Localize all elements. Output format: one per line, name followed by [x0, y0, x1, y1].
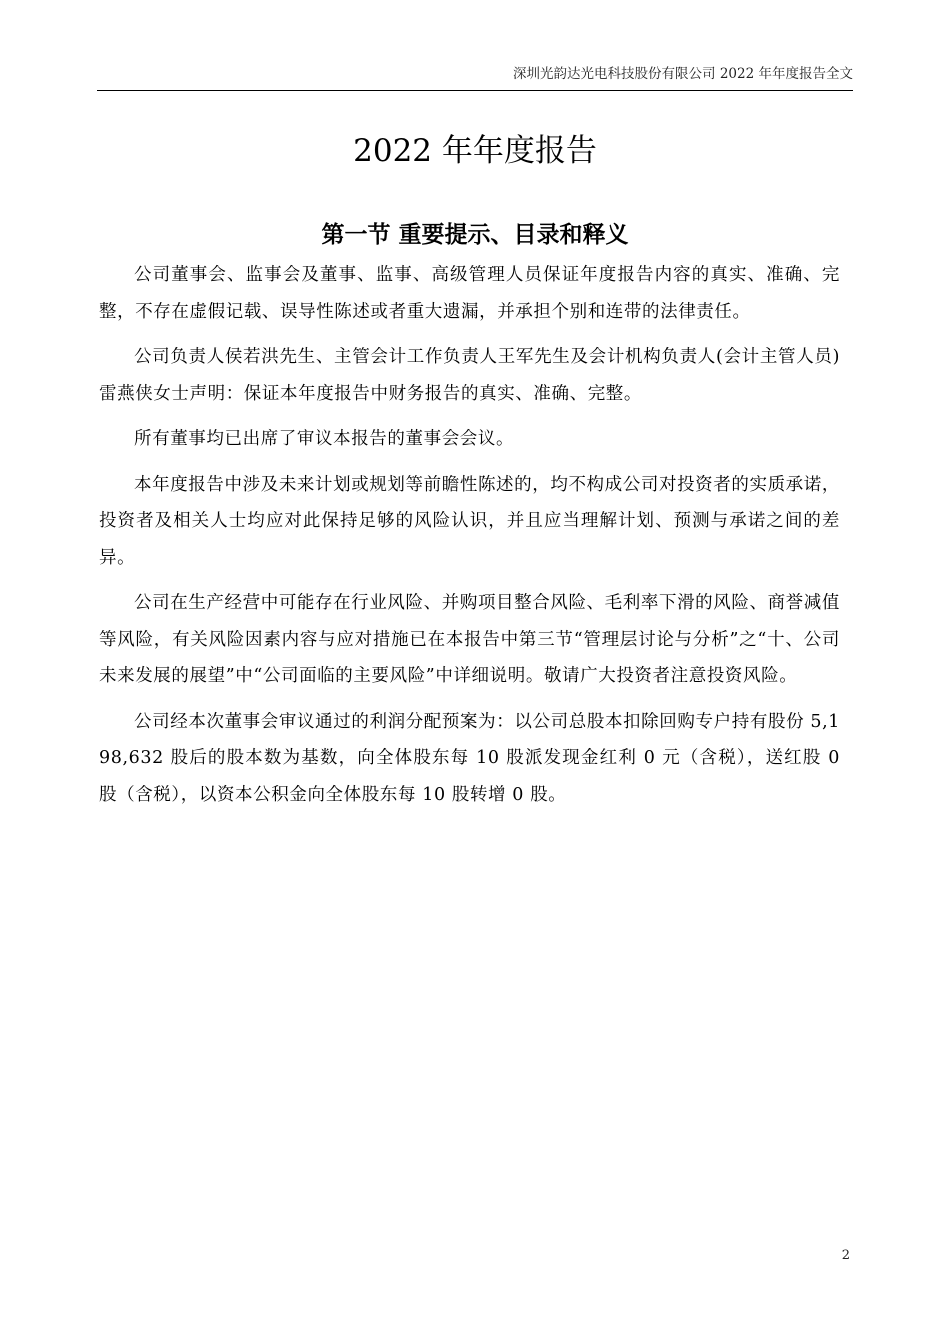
document-body — [99, 257, 840, 822]
paragraph-board-attendance: 所有董事均已出席了审议本报告的董事会会议。 — [134, 429, 515, 449]
document-title: 2022 年年度报告 — [353, 132, 597, 169]
paragraph-profit-distribution: 公司经本次董事会审议通过的利润分配预案为：以公司总股本扣除回购专户持有股份 5,198,632 股后的股本数为基数，向全体股东每 10 股派发现金红利 0 元（含税），送红股 0 股（含税），以资本公积金向全体股东每 10 股转增 0 股。 — [99, 711, 840, 805]
page-number: 2 — [841, 1248, 850, 1263]
page-header — [97, 64, 853, 91]
paragraph-responsibility-statement: 公司董事会、监事会及董事、监事、高级管理人员保证年度报告内容的真实、准确、完整，不存在虚假记载、误导性陈述或者重大遗漏，并承担个别和连带的法律责任。 — [99, 265, 840, 322]
section-title: 第一节 重要提示、目录和释义 — [321, 221, 629, 249]
paragraph-financial-declaration: 公司负责人侯若洪先生、主管会计工作负责人王军先生及会计机构负责人(会计主管人员)雷燕侠女士声明：保证本年度报告中财务报告的真实、准确、完整。 — [99, 347, 840, 404]
paragraph-risk-warning: 公司在生产经营中可能存在行业风险、并购项目整合风险、毛利率下滑的风险、商誉减值等风险，有关风险因素内容与应对措施已在本报告中第三节“管理层讨论与分析”之“十、公司未来发展的展望”中“公司面临的主要风险”中详细说明。敬请广大投资者注意投资风险。 — [99, 593, 840, 686]
header-text: 深圳光韵达光电科技股份有限公司 2022 年年度报告全文 — [513, 66, 853, 82]
paragraph-forward-looking: 本年度报告中涉及未来计划或规划等前瞻性陈述的，均不构成公司对投资者的实质承诺，投资者及相关人士均应对此保持足够的风险认识，并且应当理解计划、预测与承诺之间的差异。 — [99, 474, 840, 568]
